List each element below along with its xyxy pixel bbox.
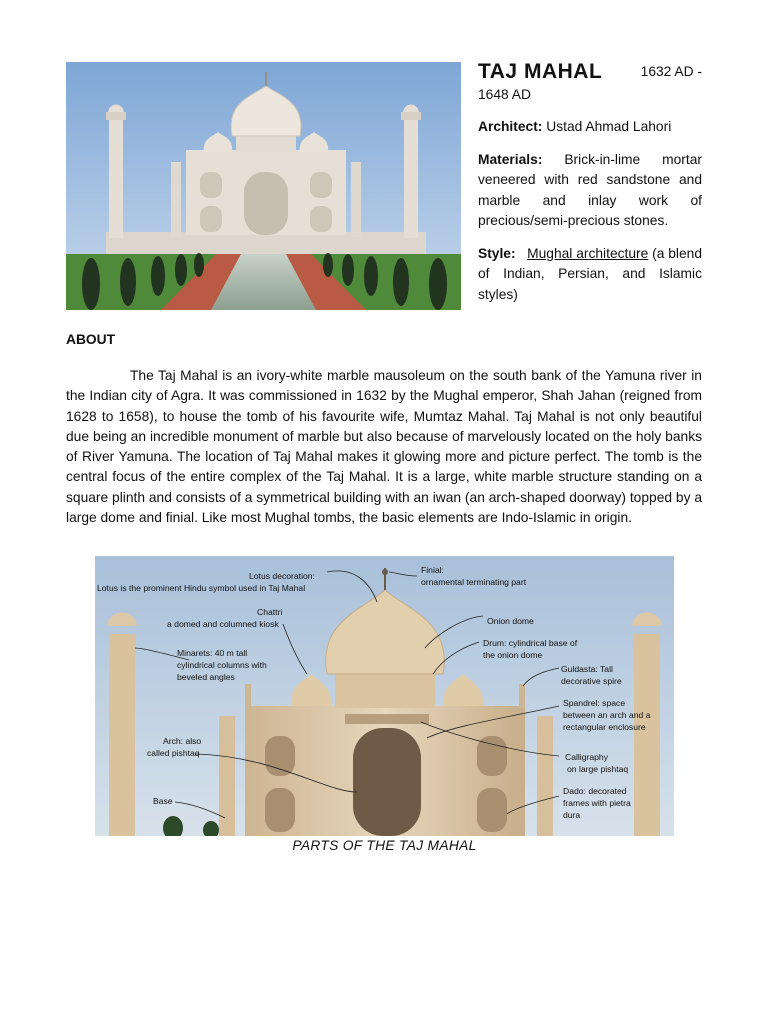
parts-diagram bbox=[95, 556, 674, 836]
label-minarets-3: beveled angles bbox=[177, 672, 235, 682]
style-line bbox=[478, 244, 702, 306]
label-arch-2: called pishtaq bbox=[147, 748, 200, 758]
label-chattri-2: a domed and columned kiosk bbox=[167, 619, 279, 629]
label-finial-2: ornamental terminating part bbox=[421, 577, 527, 587]
monument-title: TAJ MAHAL bbox=[478, 60, 603, 83]
diagram-minaret-left bbox=[109, 634, 135, 836]
taj-mahal-photo bbox=[66, 62, 461, 310]
diagram-guldasta bbox=[245, 684, 251, 708]
label-dado-1: Dado: decorated bbox=[563, 786, 627, 796]
minaret-left bbox=[109, 118, 123, 238]
materials-line bbox=[478, 150, 702, 232]
minaret-inner-left bbox=[171, 162, 181, 237]
label-minarets-1: Minarets: 40 m tall bbox=[177, 648, 248, 658]
diagram-caption: PARTS OF THE TAJ MAHAL bbox=[292, 838, 477, 853]
label-spandrel-2: between an arch and a bbox=[563, 710, 651, 720]
side-arch bbox=[310, 206, 332, 232]
diagram-minaret-inner bbox=[219, 716, 235, 836]
minaret-cap bbox=[401, 112, 421, 120]
label-spandrel-1: Spandrel: space bbox=[563, 698, 626, 708]
diagram-minaret-right bbox=[634, 634, 660, 836]
parts-diagram-illustration bbox=[95, 556, 674, 836]
style-rest: (a blend of Indian, Persian, and Islamic styles) bbox=[478, 245, 703, 302]
style-label: Style: bbox=[478, 245, 516, 261]
diagram-guldasta bbox=[519, 684, 525, 708]
diagram-side-arch bbox=[265, 788, 295, 832]
plinth bbox=[106, 232, 426, 254]
years-end: 1648 AD bbox=[478, 86, 531, 102]
diagram-side-arch bbox=[265, 736, 295, 776]
side-arch bbox=[200, 206, 222, 232]
architect-value: Ustad Ahmad Lahori bbox=[546, 119, 672, 134]
materials-value: Brick-in-lime mortar veneered with red sandstone and marble and inlay work of precious/semi-precious stones. bbox=[478, 151, 702, 228]
architect-label: Architect: bbox=[478, 119, 543, 134]
architect-line bbox=[478, 117, 702, 138]
label-arch-1: Arch: also bbox=[163, 736, 202, 746]
diagram-minaret-inner bbox=[537, 716, 553, 836]
label-lotus-2: Lotus is the prominent Hindu symbol used in Taj Mahal bbox=[97, 583, 306, 593]
label-calligraphy-1: Calligraphy bbox=[565, 752, 608, 762]
diagram-finial-tip bbox=[382, 569, 388, 575]
side-arch bbox=[200, 172, 222, 198]
label-onion: Onion dome bbox=[487, 616, 534, 626]
label-spandrel-3: rectangular enclosure bbox=[563, 722, 646, 732]
label-chattri-1: Chattri bbox=[257, 607, 283, 617]
title-line bbox=[478, 62, 702, 85]
label-finial-1: Finial: bbox=[421, 565, 444, 575]
about-heading: ABOUT bbox=[66, 332, 116, 347]
minaret-inner-right bbox=[351, 162, 361, 237]
diagram-side-arch bbox=[477, 736, 507, 776]
label-guldasta-1: Guldasta: Tall bbox=[561, 664, 613, 674]
taj-mahal-photo-illustration bbox=[66, 62, 461, 310]
label-guldasta-2: decorative spire bbox=[561, 676, 622, 686]
monument-info bbox=[478, 62, 702, 305]
diagram-calligraphy-band bbox=[345, 714, 429, 724]
label-drum-1: Drum: cylindrical base of bbox=[483, 638, 578, 648]
label-drum-2: the onion dome bbox=[483, 650, 543, 660]
diagram-side-arch bbox=[477, 788, 507, 832]
main-iwan bbox=[244, 172, 288, 235]
diagram-main-arch bbox=[353, 728, 421, 836]
minaret-cap bbox=[106, 112, 126, 120]
minaret-right bbox=[404, 118, 418, 238]
years-start: 1632 AD - bbox=[640, 64, 702, 79]
label-dado-2: frames with pietra bbox=[563, 798, 631, 808]
side-arch bbox=[310, 172, 332, 198]
materials-label: Materials: bbox=[478, 151, 543, 167]
label-lotus-1: Lotus decoration: bbox=[249, 571, 315, 581]
label-calligraphy-2: on large pishtaq bbox=[567, 764, 629, 774]
label-minarets-2: cylindrical columns with bbox=[177, 660, 267, 670]
label-base: Base bbox=[153, 796, 173, 806]
about-paragraph: The Taj Mahal is an ivory-white marble mausoleum on the south bank of the Yamuna river in the Indian city of Agra. It was commissioned in 1632 by the Mughal emperor, Shah Jahan (reigned from 1628 to 1658), to house the tomb of his favourite wife, Mumtaz Mahal. Taj Mahal is not only beautiful due being an incredible monument of marble but also because of marvelously located on the holy banks of River Yamuna. The location of Taj Mahal makes it glowing more and picture perfect. The tomb is the central focus of the entire complex of the Taj Mahal. It is a large, white marble structure standing on a square plinth and consists of a symmetrical building with an iwan (an arch-shaped doorway) topped by a large dome and finial. Like most Mughal tombs, the basic elements are Indo-Islamic in origin. bbox=[66, 368, 702, 526]
label-dado-3: dura bbox=[563, 810, 581, 820]
style-link[interactable]: Mughal architecture bbox=[527, 245, 649, 261]
